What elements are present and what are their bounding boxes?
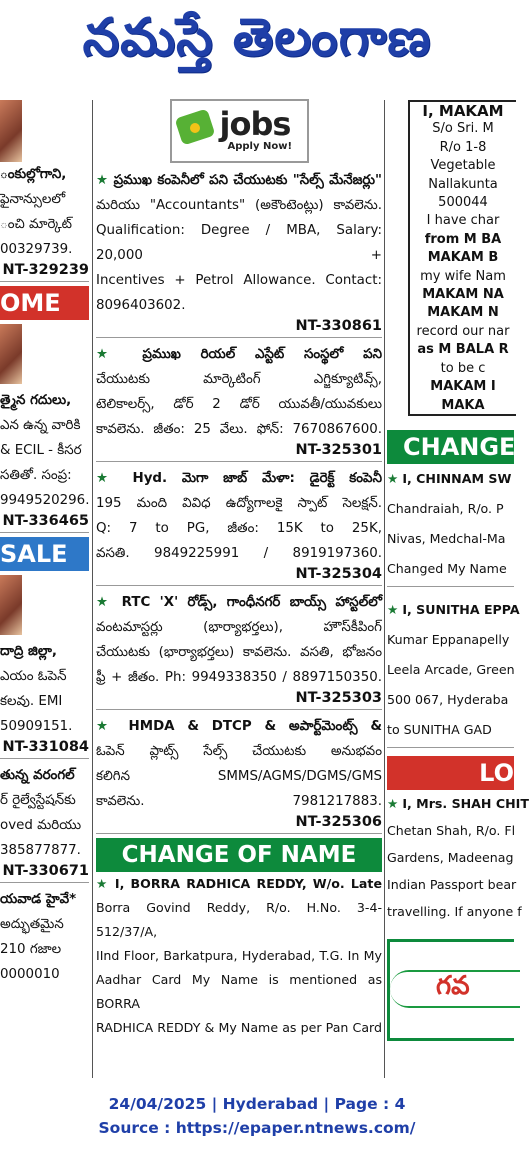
banner-label: OME bbox=[0, 289, 61, 317]
ad-code: NT-330671 bbox=[2, 863, 89, 879]
left-section-banner bbox=[0, 286, 89, 320]
ad-headline: Hyd. మెగా జాబ్ మేళా: డైరెక్ట్ కంపెనీ bbox=[132, 471, 382, 486]
job-ads bbox=[96, 168, 382, 834]
ad-line: 00329739. bbox=[0, 242, 73, 257]
divider bbox=[0, 532, 89, 533]
divider bbox=[96, 337, 382, 338]
left-ad bbox=[0, 162, 89, 282]
change-of-name-banner: CHANGE OF NAME bbox=[96, 838, 382, 872]
ad-line: Qualification: Degree / MBA, Salary: 20,000 + bbox=[96, 223, 382, 263]
page-footer bbox=[0, 1092, 514, 1140]
ad-line: Borra Govind Reddy, R/o. H.No. 3-4-512/37/A, bbox=[96, 900, 382, 939]
jobs-logo-tagline: Apply Now! bbox=[227, 141, 293, 152]
ad-headline-row bbox=[387, 464, 514, 494]
column-left bbox=[0, 100, 89, 1078]
notice-line: MAKA bbox=[441, 397, 485, 413]
ad-line: ఓపెన్ ప్లాట్స్ సేల్స్ చేయుటకు అనుభవం bbox=[96, 744, 382, 759]
ad-line: 195 మంది వివిధ ఉద్యోగాలకై స్పాట్ సెలక్షన్. bbox=[96, 496, 382, 511]
job-ad bbox=[96, 590, 382, 710]
divider bbox=[96, 461, 382, 462]
divider bbox=[0, 281, 89, 282]
star-icon: ★ bbox=[96, 471, 119, 486]
ad-line: IInd Floor, Barkatpura, Hyderabad, T.G. In My bbox=[96, 948, 382, 963]
notice-line: MAKAM NA bbox=[422, 287, 504, 303]
notice-line: I, MAKAM bbox=[422, 102, 504, 120]
divider bbox=[0, 882, 89, 883]
ad-code: NT-329239 bbox=[2, 262, 89, 278]
ad-headline: HMDA & DTCP & అపార్ట్‌మెంట్స్ & bbox=[128, 719, 382, 734]
ad-line: తున్న వరంగల్ bbox=[0, 768, 75, 783]
ad-line: Leela Arcade, Green bbox=[387, 662, 515, 677]
ad-headline-row bbox=[96, 466, 382, 491]
ad-headline-row bbox=[96, 714, 382, 739]
star-icon: ★ bbox=[387, 796, 399, 811]
banner-label: SALE bbox=[0, 540, 68, 568]
ad-line: త్మైన గదులు, bbox=[0, 393, 72, 408]
left-ad bbox=[0, 887, 89, 987]
ad-code: NT-331084 bbox=[2, 739, 89, 755]
ad-line: & ECIL - కీసర bbox=[0, 443, 82, 458]
jobs-logo bbox=[96, 100, 382, 162]
ad-headline: ప్రముఖ కంపెనీలో పని చేయుటకు "సేల్స్ మేనేజర్లు" bbox=[113, 173, 382, 188]
column-divider bbox=[92, 100, 93, 1078]
star-icon: ★ bbox=[96, 347, 124, 362]
notice-line: record our nar bbox=[416, 323, 510, 339]
star-icon: ★ bbox=[96, 595, 113, 610]
ad-line: ఫ్రీ + జీతం. Ph: 9949338350 / 8897150350. bbox=[96, 670, 382, 685]
ad-line: Nivas, Medchal-Ma bbox=[387, 531, 506, 546]
divider bbox=[96, 585, 382, 586]
ad-line: కావలెను. జీతం: 25 వేలు. ఫోన్: 7670867600. bbox=[96, 422, 382, 437]
ad-line: Q: 7 to PG, జీతం: 15K to 25K, bbox=[96, 521, 382, 536]
column-left-ads bbox=[0, 162, 89, 987]
masthead bbox=[0, 0, 514, 88]
lost-passport-ad: ★ I, Mrs. SHAH CHIT Chetan Shah, R/o. Fl Gardens, Madeenag Indian Passport bear travelling. If anyone f bbox=[387, 790, 514, 925]
ad-photo bbox=[0, 575, 22, 635]
masthead-title: నమస్తే తెలంగాణ bbox=[82, 7, 432, 68]
ad-line: Chetan Shah, R/o. Fl bbox=[387, 823, 516, 838]
ad-line: వసతి. 9849225991 / 8919197360. bbox=[96, 546, 382, 561]
ad-line: 500 067, Hyderaba bbox=[387, 692, 509, 707]
left-ad bbox=[0, 388, 89, 533]
ad-line: Gardens, Madeenag bbox=[387, 850, 514, 865]
ad-photo bbox=[0, 324, 22, 384]
ad-line: travelling. If anyone f bbox=[387, 904, 522, 919]
right-change-ad bbox=[387, 595, 520, 748]
ad-line: కలిగిన SMMS/AGMS/DGMS/GMS bbox=[96, 769, 382, 784]
bottom-ad-box bbox=[387, 939, 514, 1041]
footer-date-line: 24/04/2025 | Hyderabad | Page : 4 bbox=[108, 1095, 406, 1113]
ad-line: అద్భుతమైన bbox=[0, 917, 64, 932]
ad-line: Changed My Name bbox=[387, 561, 507, 576]
ad-line: మరియు "Accountants" (అకౌంటెంట్లు) కావలెను. bbox=[96, 198, 382, 213]
ad-headline-row bbox=[96, 342, 382, 367]
ad-code: NT-325306 bbox=[295, 814, 382, 830]
star-icon: ★ bbox=[387, 602, 399, 617]
ad-line: Indian Passport bear bbox=[387, 877, 517, 892]
notice-line: I have char bbox=[426, 213, 500, 229]
column-divider bbox=[384, 100, 385, 1078]
job-ad bbox=[96, 342, 382, 462]
ad-code: NT-330861 bbox=[295, 318, 382, 334]
notice-line: MAKAM I bbox=[430, 379, 496, 395]
lost-banner: LO bbox=[387, 756, 514, 790]
column-center bbox=[96, 100, 382, 1078]
ad-line: యవాడ హైవే* bbox=[0, 892, 77, 907]
ad-line: ఎన ఉన్న వారికి bbox=[0, 418, 81, 433]
ad-line: Incentives + Petrol Allowance. Contact: 8096403602. bbox=[96, 273, 382, 313]
ad-headline: I, SUNITHA EPPA bbox=[402, 602, 520, 617]
divider bbox=[96, 709, 382, 710]
ad-line: 210 గజాల bbox=[0, 942, 62, 957]
star-icon: ★ bbox=[96, 719, 117, 734]
ad-headline-row bbox=[96, 168, 382, 193]
divider bbox=[96, 833, 382, 834]
bottom-ad-title: గవ bbox=[436, 971, 470, 1001]
ad-line: చేయుటకు (భార్యాభర్తలు) కావలెను. వసతి, భోజనం bbox=[96, 645, 382, 660]
right-change-ad bbox=[387, 464, 514, 587]
right-change-ads bbox=[387, 464, 520, 748]
notice-line: my wife Nam bbox=[420, 268, 506, 284]
ad-headline-row bbox=[387, 595, 520, 625]
ad-line: కావలెను. 7981217883. bbox=[96, 794, 382, 809]
ad-headline-row bbox=[96, 590, 382, 615]
ad-line: 385877877. bbox=[0, 843, 81, 858]
ad-line: ఫైనాన్సులలో bbox=[0, 192, 66, 207]
ad-line: RADHICA REDDY & My Name as per Pan Card bbox=[96, 1020, 382, 1035]
star-icon: ★ bbox=[96, 876, 110, 891]
column-right bbox=[387, 100, 529, 1078]
notice-line: as M BALA R bbox=[417, 342, 509, 358]
job-ad bbox=[96, 714, 382, 834]
jobs-logo-word: jobs bbox=[219, 105, 291, 143]
left-ad bbox=[0, 639, 89, 759]
job-ad bbox=[96, 466, 382, 586]
classifieds-page bbox=[0, 100, 529, 1078]
change-of-name-ad: ★ I, BORRA RADHICA REDDY, W/o. Late Borra Govind Reddy, R/o. H.No. 3-4-512/37/A, IInd Floor, Barkatpura, Hyderabad, T.G. In My Aadhar Card My Name is mentioned as BORRA RADHICA REDDY & My Name as per Pan Card bbox=[96, 872, 382, 1040]
notice-line: R/o 1-8 bbox=[439, 139, 487, 155]
ad-code: NT-325301 bbox=[295, 442, 382, 458]
notice-line: from M BA bbox=[424, 231, 502, 247]
ad-line: ఎయం ఓపెన్ bbox=[0, 669, 67, 684]
divider bbox=[387, 747, 514, 748]
ad-code: NT-325303 bbox=[295, 690, 382, 706]
ad-headline: I, CHINNAM SW bbox=[402, 471, 512, 486]
ad-line: 0000010 bbox=[0, 967, 60, 982]
divider bbox=[387, 586, 514, 587]
ad-line: 9949520296. bbox=[0, 493, 90, 508]
ad-line: టెలికాలర్స్, డోర్ 2 డోర్ యువతీ/యువకులు bbox=[96, 397, 382, 412]
divider bbox=[0, 758, 89, 759]
ad-code: NT-325304 bbox=[295, 566, 382, 582]
ad-line: చేయుటకు మార్కెటింగ్ ఎగ్జిక్యూటివ్స్, bbox=[96, 372, 382, 387]
ad-line: సతితో. సంప్ర: bbox=[0, 468, 72, 483]
ad-line: to SUNITHA GAD bbox=[387, 722, 492, 737]
change-banner: CHANGE bbox=[387, 430, 514, 464]
ad-line: ర్ రైల్వేస్టేషన్‌కు bbox=[0, 793, 76, 808]
notice-line: Vegetable bbox=[430, 158, 496, 174]
ad-headline: ప్రముఖ రియల్ ఎస్టేట్ సంస్థలో పని bbox=[142, 347, 382, 362]
ad-line: కలవు. EMI bbox=[0, 694, 63, 709]
ad-photo bbox=[0, 100, 22, 162]
job-ad bbox=[96, 168, 382, 338]
ad-code: NT-336465 bbox=[2, 513, 89, 529]
notice-line: MAKAM N bbox=[427, 305, 499, 321]
notice-line: to be c bbox=[440, 360, 486, 376]
notice-line: 500044 bbox=[438, 195, 488, 211]
name-change-notice-box bbox=[408, 100, 516, 416]
star-icon: ★ bbox=[96, 173, 109, 188]
ad-line: దాద్రి జిల్లా, bbox=[0, 644, 57, 659]
notice-line: S/o Sri. M bbox=[432, 121, 494, 137]
notice-line: Nallakunta bbox=[428, 176, 498, 192]
ad-line: Chandraiah, R/o. P bbox=[387, 501, 504, 516]
notice-line: MAKAM B bbox=[427, 250, 499, 266]
ad-line: 50909151. bbox=[0, 719, 73, 734]
ad-line: ంకుల్లోగాని, bbox=[0, 167, 67, 182]
ad-line: Aadhar Card My Name is mentioned as BORRA bbox=[96, 972, 382, 1011]
star-icon: ★ bbox=[387, 471, 399, 486]
left-ad bbox=[0, 763, 89, 883]
footer-source-line: Source : https://epaper.ntnews.com/ bbox=[98, 1119, 416, 1137]
ad-line: ంచి మార్కెట్ bbox=[0, 217, 72, 232]
ad-line: Kumar Eppanapelly bbox=[387, 632, 510, 647]
ad-line: oved మరియు bbox=[0, 818, 82, 833]
ad-headline: RTC 'X' రోడ్స్, గాంధీనగర్ బాయ్స్ హాస్టల్‌లో bbox=[121, 595, 382, 610]
left-section-banner bbox=[0, 537, 89, 571]
ad-line: వంటమాస్టర్లు (భార్యాభర్తలు), హౌస్‌కీపింగ్ bbox=[96, 620, 382, 635]
